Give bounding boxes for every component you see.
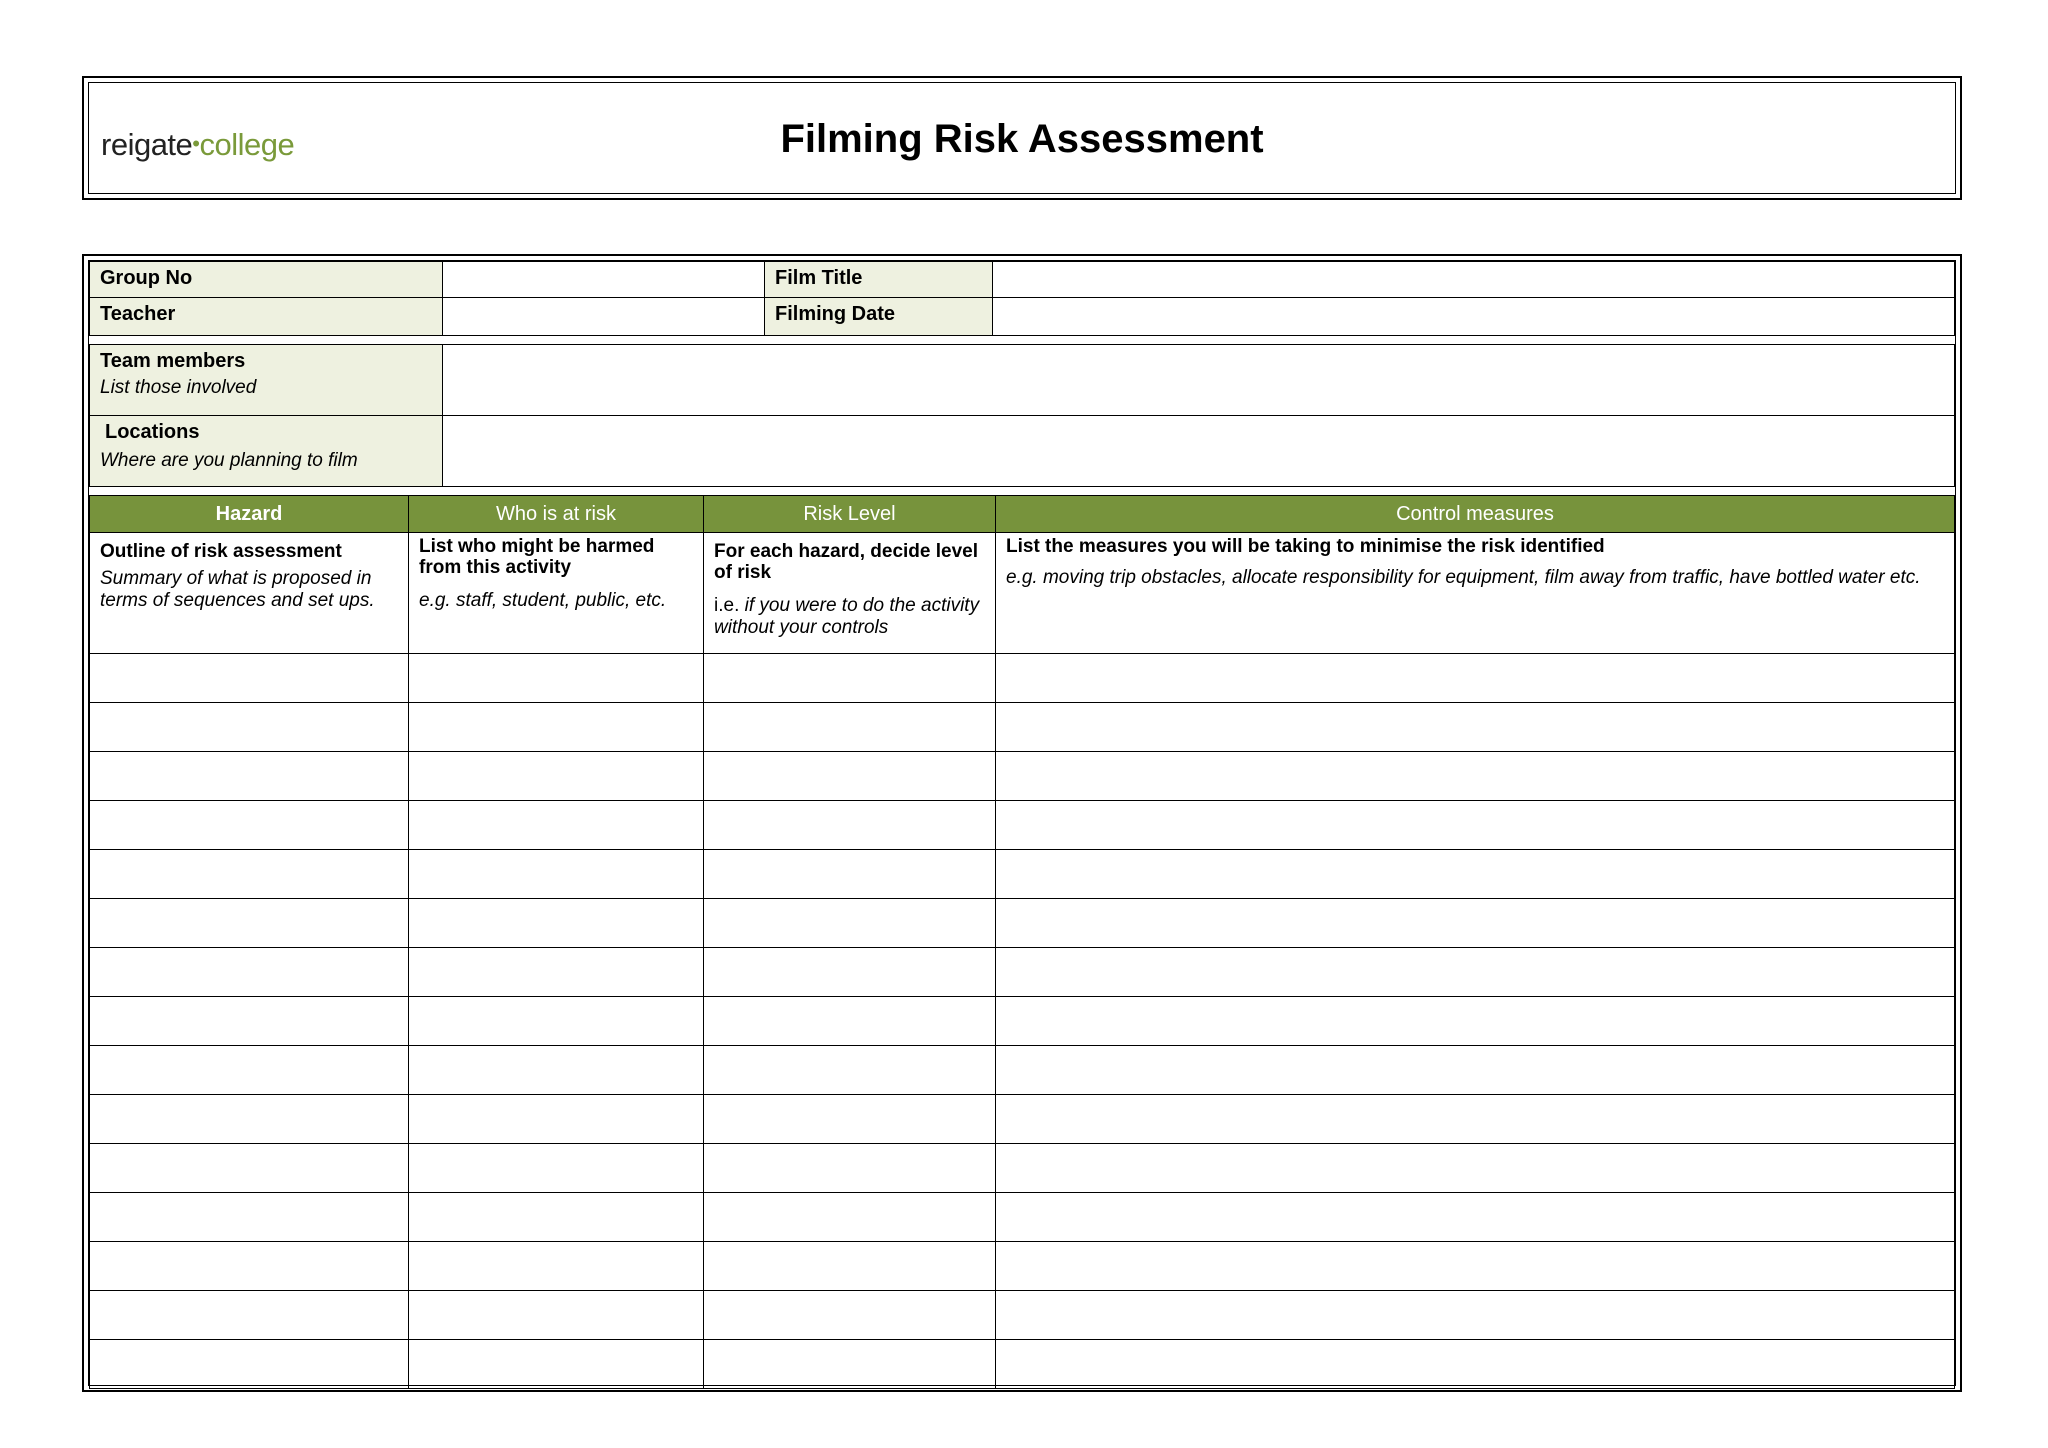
filming-date-field[interactable] [992, 297, 1955, 336]
entry-cell-who[interactable] [408, 751, 704, 801]
locations-field[interactable] [442, 415, 1955, 487]
entry-cell-control[interactable] [995, 1241, 1955, 1291]
instruction-who-title: List who might be harmed from this activity [419, 536, 655, 578]
form-inner [88, 260, 1956, 1386]
entry-cell-control[interactable] [995, 1143, 1955, 1193]
entry-cell-risk[interactable] [703, 1241, 996, 1291]
entry-cell-hazard[interactable] [89, 849, 409, 899]
entry-cell-hazard[interactable] [89, 1339, 409, 1389]
instruction-control-hint: e.g. moving trip obstacles, allocate responsibility for equipment, film away from traffic, have bottled water etc. [1006, 567, 1921, 588]
entry-cell-risk[interactable] [703, 1192, 996, 1242]
logo-separator: • [192, 131, 200, 156]
instruction-risk [703, 532, 996, 654]
entry-cell-risk[interactable] [703, 702, 996, 752]
instruction-risk-title: For each hazard, decide level of risk [714, 541, 978, 583]
entry-cell-hazard[interactable] [89, 1094, 409, 1144]
entry-cell-who[interactable] [408, 1143, 704, 1193]
entry-cell-risk[interactable] [703, 947, 996, 997]
teacher-label: Teacher [89, 297, 443, 336]
entry-cell-control[interactable] [995, 800, 1955, 850]
team-members-label [89, 344, 443, 416]
column-header-risk: Risk Level [703, 495, 996, 533]
entry-cell-control[interactable] [995, 1192, 1955, 1242]
entry-cell-control[interactable] [995, 1045, 1955, 1095]
entry-cell-hazard[interactable] [89, 947, 409, 997]
group-no-field[interactable] [442, 261, 765, 298]
entry-cell-control[interactable] [995, 702, 1955, 752]
form-box [82, 254, 1962, 1392]
entry-cell-control[interactable] [995, 947, 1955, 997]
entry-cell-risk[interactable] [703, 1143, 996, 1193]
team-members-hint: List those involved [100, 377, 257, 398]
entry-cell-hazard[interactable] [89, 1143, 409, 1193]
entry-cell-risk[interactable] [703, 1290, 996, 1340]
instruction-control [995, 532, 1955, 654]
team-members-title: Team members [100, 350, 246, 372]
entry-cell-risk[interactable] [703, 898, 996, 948]
entry-cell-who[interactable] [408, 1339, 704, 1389]
entry-cell-hazard[interactable] [89, 1290, 409, 1340]
locations-label [89, 415, 443, 487]
entry-cell-who[interactable] [408, 1241, 704, 1291]
entry-cell-who[interactable] [408, 1094, 704, 1144]
entry-cell-hazard[interactable] [89, 996, 409, 1046]
entry-cell-control[interactable] [995, 849, 1955, 899]
entry-cell-who[interactable] [408, 996, 704, 1046]
entry-cell-hazard[interactable] [89, 1045, 409, 1095]
entry-cell-control[interactable] [995, 898, 1955, 948]
film-title-label: Film Title [764, 261, 993, 298]
entry-cell-control[interactable] [995, 751, 1955, 801]
entry-cell-control[interactable] [995, 653, 1955, 703]
entry-cell-risk[interactable] [703, 653, 996, 703]
entry-cell-risk[interactable] [703, 1094, 996, 1144]
entry-cell-risk[interactable] [703, 1045, 996, 1095]
entry-cell-control[interactable] [995, 1094, 1955, 1144]
instruction-control-title: List the measures you will be taking to minimise the risk identified [1006, 536, 1605, 557]
instruction-risk-hint-block [714, 595, 985, 639]
filming-date-label: Filming Date [764, 297, 993, 336]
entry-cell-hazard[interactable] [89, 800, 409, 850]
team-members-field[interactable] [442, 344, 1955, 416]
entry-cell-who[interactable] [408, 653, 704, 703]
entry-cell-who[interactable] [408, 1290, 704, 1340]
instruction-hazard-title: Outline of risk assessment [100, 541, 342, 562]
teacher-field[interactable] [442, 297, 765, 336]
column-header-hazard: Hazard [89, 495, 409, 533]
header-box [82, 76, 1962, 200]
entry-cell-control[interactable] [995, 1290, 1955, 1340]
entry-cell-who[interactable] [408, 800, 704, 850]
instruction-hazard-hint: Summary of what is proposed in terms of sequences and set ups. [100, 568, 375, 611]
entry-cell-hazard[interactable] [89, 653, 409, 703]
entry-cell-control[interactable] [995, 996, 1955, 1046]
locations-hint: Where are you planning to film [100, 450, 358, 471]
entry-cell-risk[interactable] [703, 800, 996, 850]
instruction-risk-hint-prefix: i.e. [714, 595, 740, 616]
entry-cell-who[interactable] [408, 849, 704, 899]
entry-cell-risk[interactable] [703, 996, 996, 1046]
instruction-who [408, 532, 704, 654]
logo-part-1: reigate [101, 127, 193, 162]
entry-cell-who[interactable] [408, 702, 704, 752]
entry-cell-who[interactable] [408, 898, 704, 948]
entry-cell-hazard[interactable] [89, 898, 409, 948]
entry-cell-risk[interactable] [703, 751, 996, 801]
entry-cell-who[interactable] [408, 947, 704, 997]
entry-cell-hazard[interactable] [89, 702, 409, 752]
column-header-who: Who is at risk [408, 495, 704, 533]
document-title: Filming Risk Assessment [780, 117, 1264, 161]
instruction-who-hint: e.g. staff, student, public, etc. [419, 590, 667, 611]
entry-cell-hazard[interactable] [89, 751, 409, 801]
locations-title: Locations [105, 421, 200, 443]
entry-cell-control[interactable] [995, 1339, 1955, 1389]
logo-part-2: college [199, 127, 295, 162]
entry-cell-risk[interactable] [703, 1339, 996, 1389]
entry-cell-who[interactable] [408, 1192, 704, 1242]
entry-cell-hazard[interactable] [89, 1192, 409, 1242]
group-no-label: Group No [89, 261, 443, 298]
instruction-hazard [89, 532, 409, 654]
instruction-risk-hint: if you were to do the activity without your controls [714, 595, 980, 638]
film-title-field[interactable] [992, 261, 1955, 298]
column-header-control: Control measures [995, 495, 1955, 533]
entry-cell-hazard[interactable] [89, 1241, 409, 1291]
entry-cell-risk[interactable] [703, 849, 996, 899]
header-inner [88, 82, 1956, 194]
entry-cell-who[interactable] [408, 1045, 704, 1095]
